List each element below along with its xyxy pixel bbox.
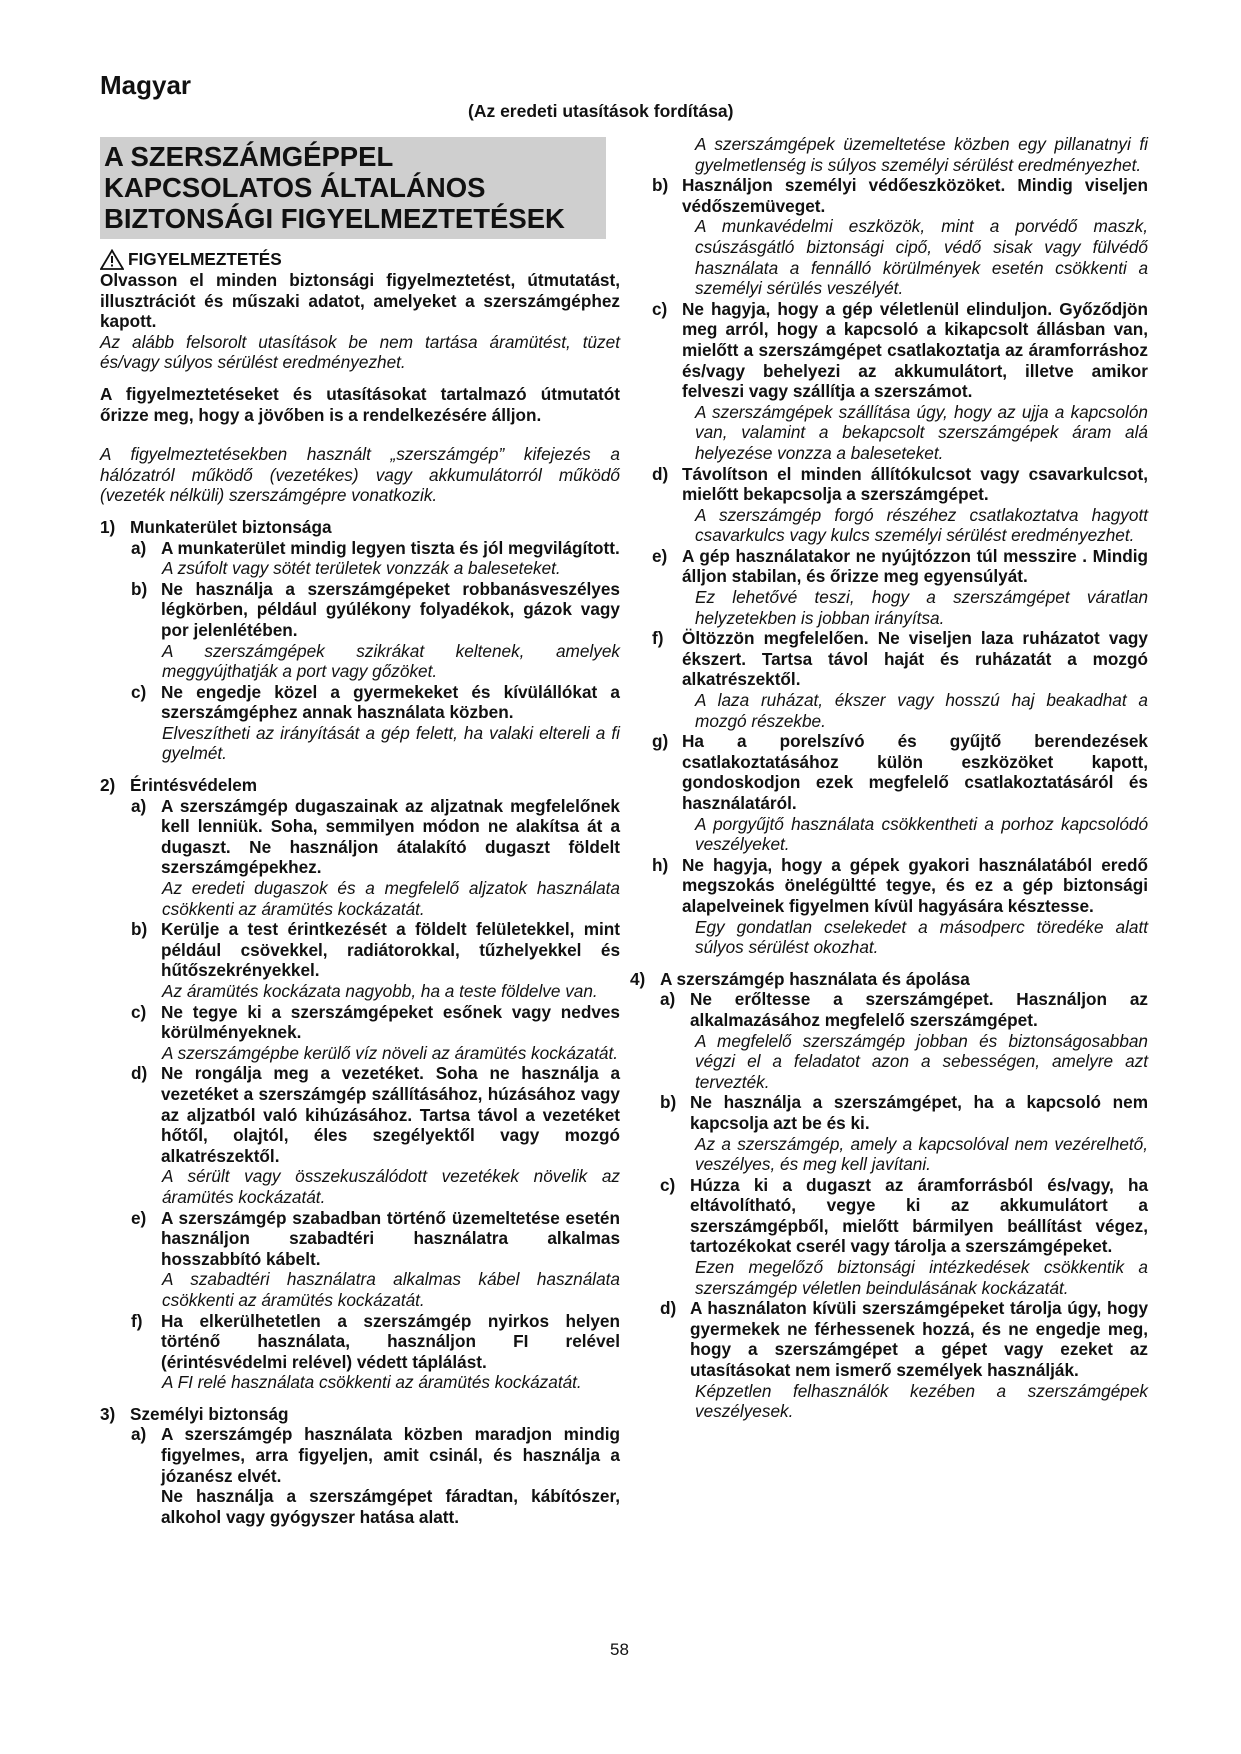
warning-label: FIGYELMEZTETÉS bbox=[128, 249, 282, 270]
s3-item-b: b) Használjon személyi védőeszközöket. Mindig viseljen védőszemüveget. bbox=[652, 175, 1148, 216]
intro-keep-manual: A figyelmeztetéseket és utasításokat tartalmazó útmutatót őrizze meg, hogy a jövőben is a rendelkezésére álljon. bbox=[100, 383, 620, 425]
s3-item-e-note: Ez lehetővé teszi, hogy a szerszámgépet váratlan helyzetekben is jobban irányítsa. bbox=[695, 587, 1148, 628]
s3-item-a-continued: Ne használja a szerszámgépet fáradtan, kábítószer, alkohol vagy gyógyszer hatása alatt. bbox=[161, 1486, 620, 1527]
s1-item-b: b) Ne használja a szerszámgépeket robbanásveszélyes légkörben, például gyúlékony folyadékok, gázok vagy por jelenlétében. bbox=[131, 578, 620, 640]
language-heading: Magyar bbox=[100, 70, 192, 100]
right-column bbox=[630, 134, 1148, 1422]
intro-definition: A figyelmeztetésekben használt „szerszámgép” kifejezés a hálózatról működő (vezetékes) vagy akkumulátorról működő (vezeték nélküli) szerszámgépre vonatkozik. bbox=[100, 444, 620, 506]
s2-item-e-note: A szabadtéri használatra alkalmas kábel használata csökkenti az áramütés kockázatát. bbox=[162, 1269, 620, 1310]
s2-item-e: e) A szerszámgép szabadban történő üzemeltetése esetén használjon szabadtéri használatra alkalmas hosszabbító kábelt. bbox=[131, 1207, 620, 1269]
s3-item-h-note: Egy gondatlan cselekedet a másodperc töredéke alatt súlyos sérülést okozhat. bbox=[695, 916, 1148, 958]
section-3-heading: 3) Személyi biztonság bbox=[100, 1403, 289, 1424]
warning-triangle-icon bbox=[100, 249, 124, 270]
s3-item-h: h) Ne hagyja, hogy a gépek gyakori használatából eredő megszokás önelégültté tegye, és ez a gép biztonsági alapelveinek figyelmen kívül hagyására késztesse. bbox=[652, 854, 1148, 916]
s2-item-c: c) Ne tegye ki a szerszámgépeket esőnek vagy nedves körülményeknek. bbox=[131, 1001, 620, 1043]
s1-item-a: a) A munkaterület mindig legyen tiszta és jól megvilágított. bbox=[131, 537, 620, 558]
s2-item-f: f) Ha elkerülhetetlen a szerszámgép nyirkos helyen történő használata, használjon FI relével (érintésvédelmi relével) védett táplálást. bbox=[131, 1310, 620, 1372]
s2-item-b: b) Kerülje a test érintkezését a földelt felületekkel, mint például csövekkel, radiátorokkal, tűzhelyekkel és hűtőszekrényekkel. bbox=[131, 919, 620, 981]
s4-item-d-note: Képzetlen felhasználók kezében a szerszámgépek veszélyesek. bbox=[695, 1380, 1148, 1422]
s3-item-f: f) Öltözzön megfelelően. Ne viseljen laza ruházatot vagy ékszert. Tartsa távol haját és ruházatát a mozgó alkatrészektől. bbox=[652, 628, 1148, 690]
page-title: A SZERSZÁMGÉPPEL KAPCSOLATOS ÁLTALÁNOS BIZTONSÁGI FIGYELMEZTETÉSEK bbox=[100, 137, 606, 239]
s2-item-d-note: A sérült vagy összekuszálódott vezetékek növelik az áramütés kockázatát. bbox=[162, 1166, 620, 1207]
s3-item-g-note: A porgyűjtő használata csökkentheti a porhoz kapcsolódó veszélyeket. bbox=[695, 813, 1148, 855]
section-4-heading: 4) A szerszámgép használata és ápolása bbox=[630, 968, 970, 989]
page-number: 58 bbox=[610, 1640, 629, 1659]
s1-item-c: c) Ne engedje közel a gyermekeket és kívülállókat a szerszámgéphez annak használata közben. bbox=[131, 681, 620, 723]
s3-item-d-note: A szerszámgép forgó részéhez csatlakoztatva hagyott csavarkulcs vagy kulcs személyi sérülést eredményezhet. bbox=[695, 504, 1148, 546]
section-1-heading: 1) Munkaterület biztonsága bbox=[100, 516, 332, 537]
s2-item-c-note: A szerszámgépbe kerülő víz növeli az áramütés kockázatát. bbox=[162, 1042, 618, 1063]
s1-item-c-note: Elveszítheti az irányítását a gép felett, ha valaki eltereli a fi gyelmét. bbox=[162, 722, 620, 764]
s1-item-a-note: A zsúfolt vagy sötét területek vonzzák a baleseteket. bbox=[162, 558, 561, 579]
translation-subtitle: (Az eredeti utasítások fordítása) bbox=[468, 101, 734, 121]
s3-item-f-note: A laza ruházat, ékszer vagy hosszú haj beakadhat a mozgó részekbe. bbox=[695, 690, 1148, 731]
s4-item-a-note: A megfelelő szerszámgép jobban és biztonságosabban végzi el a feladatot azon a sebességen, amelyre azt tervezték. bbox=[695, 1030, 1148, 1092]
s4-item-a: a) Ne erőltesse a szerszámgépet. Használjon az alkalmazásához megfelelő szerszámgépet. bbox=[660, 989, 1148, 1030]
intro-note: Az alább felsorolt utasítások be nem tartása áramütést, tüzet és/vagy súlyos sérülést eredményezhet. bbox=[100, 331, 620, 373]
s3-item-c: c) Ne hagyja, hogy a gép véletlenül elinduljon. Győződjön meg arról, hogy a kapcsoló a kikapcsolt állásban van, mielőtt a szerszámgépet csatlakoztatja az áramforráshoz és/vagy behelyezi az akkumulátort, illetve amikor felveszi vagy szállítja a szerszámot. bbox=[652, 298, 1148, 402]
s3-item-g: g) Ha a porelszívó és gyűjtő berendezések csatlakoztatásához külön eszközöket kapott, gondoskodjon ezek megfelelő csatlakoztatásáról és használatáról. bbox=[652, 731, 1148, 813]
section-2-heading: 2) Érintésvédelem bbox=[100, 775, 258, 796]
s3-item-c-note: A szerszámgépek szállítása úgy, hogy az ujja a kapcsolón van, valamint a bekapcsolt szerszámgépek áram alá helyezése vonzza a baleseteket. bbox=[695, 401, 1148, 463]
s4-item-c-note: Ezen megelőző biztonsági intézkedések csökkentik a szerszámgép véletlen beindulásának kockázatát. bbox=[695, 1257, 1148, 1298]
s3-item-d: d) Távolítson el minden állítókulcsot vagy csavarkulcsot, mielőtt bekapcsolja a szerszámgépet. bbox=[652, 463, 1148, 505]
s4-item-b-note: Az a szerszámgép, amely a kapcsolóval nem vezérelhető, veszélyes, és meg kell javítani. bbox=[695, 1133, 1148, 1175]
s3-item-b-note: A munkavédelmi eszközök, mint a porvédő maszk, csúszásgátló biztonsági cipő, védő sisak vagy fülvédő használata a fennálló körülmények esetén csökkenti a személyi sérülés veszélyét. bbox=[695, 216, 1148, 299]
s2-item-b-note: Az áramütés kockázata nagyobb, ha a teste földelve van. bbox=[162, 981, 598, 1001]
warning-heading bbox=[100, 249, 620, 270]
s4-item-d: d) A használaton kívüli szerszámgépeket tárolja úgy, hogy gyermekek ne férhessenek hozzá, és ne engedje meg, hogy a szerszámgépet a gépet vagy ezeket az utasításokat nem ismerő személyek használják. bbox=[660, 1298, 1148, 1381]
s2-item-f-note: A FI relé használata csökkenti az áramütés kockázatát. bbox=[162, 1372, 582, 1393]
s3-item-a-note: A szerszámgépek üzemeltetése közben egy pillanatnyi fi gyelmetlenség is súlyos személyi sérülést eredményezhet. bbox=[695, 134, 1148, 175]
s1-item-b-note: A szerszámgépek szikrákat keltenek, amelyek meggyújthatják a port vagy gőzöket. bbox=[162, 640, 620, 682]
s4-item-b: b) Ne használja a szerszámgépet, ha a kapcsoló nem kapcsolja azt be és ki. bbox=[660, 1092, 1148, 1133]
s2-item-a: a) A szerszámgép dugaszainak az aljzatnak megfelelőnek kell lenniük. Soha, semmilyen módon ne alakítsa át a dugaszt. Ne használjon átalakító dugaszt földelt szerszámgépekhez. bbox=[131, 795, 620, 878]
s2-item-a-note: Az eredeti dugaszok és a megfelelő aljzatok használata csökkenti az áramütés kockázatát. bbox=[162, 878, 620, 919]
s3-item-e: e) A gép használatakor ne nyújtózzon túl messzire . Mindig álljon stabilan, és őrizze meg egyensúlyát. bbox=[652, 545, 1148, 587]
intro-read-all: Olvasson el minden biztonsági figyelmeztetést, útmutatást, illusztrációt és műszaki adatot, amelyeket a szerszámgéphez kapott. bbox=[100, 270, 620, 332]
s2-item-d: d) Ne rongálja meg a vezetéket. Soha ne használja a vezetéket a szerszámgép szállításához, húzásához vagy az aljzatból való kihúzásához. Tartsa távol a vezetéket hőtől, olajtól, éles szegélyektől vagy mozgó alkatrészektől. bbox=[131, 1063, 620, 1166]
s3-item-a: a) A szerszámgép használata közben maradjon mindig figyelmes, arra figyeljen, amit csinál, és használja a józanész elvét. bbox=[131, 1424, 620, 1486]
left-column bbox=[100, 137, 620, 1527]
s4-item-c: c) Húzza ki a dugaszt az áramforrásból és/vagy, ha eltávolítható, vegye ki az akkumulátort a szerszámgépből, mielőtt bármilyen beállítást végez, tartozékokat cserél vagy tárolja a szerszámgépeket. bbox=[660, 1174, 1148, 1257]
